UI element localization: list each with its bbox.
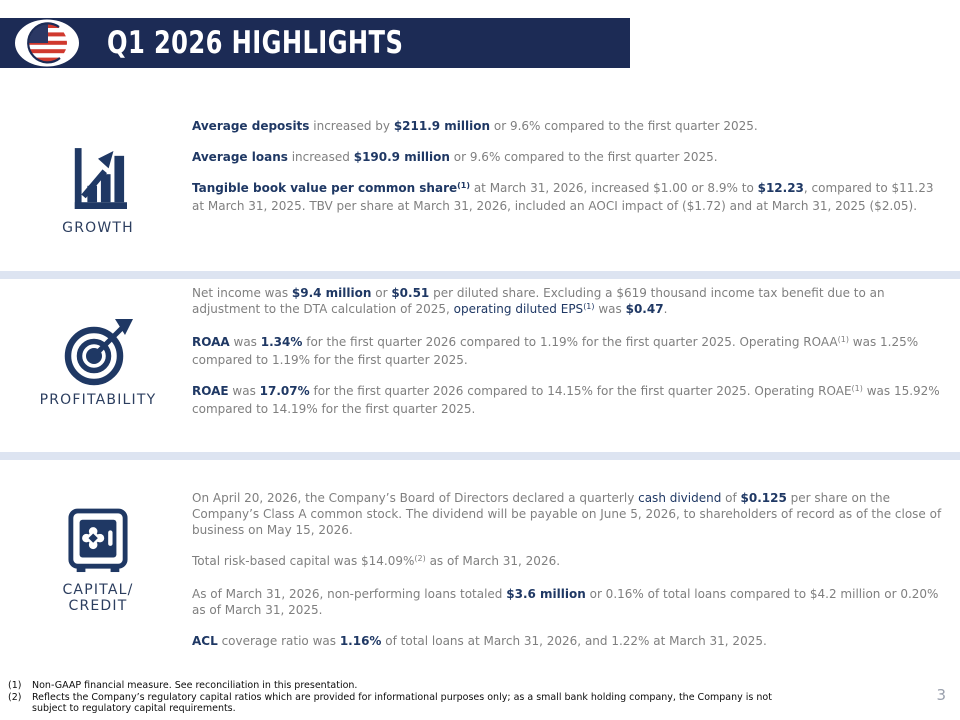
bullet-text: ACL coverage ratio was 1.16% of total loans at March 31, 2026, and 1.22% at March 31, 2025. [192,634,767,648]
footnote [8,692,808,715]
footnote [8,680,808,692]
section-capital-text [192,490,944,664]
footnote-text: Non-GAAP financial measure. See reconciliation in this presentation. [32,680,358,691]
section-divider [0,271,960,279]
section-divider [0,452,960,460]
bullet-text: Average deposits increased by $211.9 million or 9.6% compared to the first quarter 2025. [192,119,758,133]
bullet-text: Tangible book value per common share$^{(1)}$ at March 31, 2026, increased $1.00 or 8.9% to $12.23, compared to $11.23 at March 31, 2025. TBV per share at March 31, 2026, included an AOCI impact of ($1.72) and at March 31, 2025 ($2.05). [192,181,934,213]
bullet-text: ROAE was 17.07% for the first quarter 2026 compared to 14.15% for the first quarter 2025. Operating ROAE$^{(1)}$ was 15.92% compared to 14.19% for the first quarter 2025. [192,384,940,416]
footnote-text: Reflects the Company’s regulatory capital ratios which are provided for informational purposes only; as a small bank holding company, the Company is not subject to regulatory capital requirements. [32,691,772,714]
section-growth-text [192,118,944,229]
footnotes [8,680,808,715]
bar-chart-rising-arrow-icon [69,146,127,214]
bullet-text: Average loans increased $190.9 million or 9.6% compared to the first quarter 2025. [192,150,718,164]
bullet-text: Total risk-based capital was $14.09%$^{(2)}$ as of March 31, 2026. [192,554,561,568]
safe-vault-icon [67,508,129,576]
section-label-capital-credit: CAPITAL/ CREDIT [62,582,134,614]
footnote-number: (2) [8,691,22,703]
bullet-text: ROAA was 1.34% for the first quarter 2026 compared to 1.19% for the first quarter 2025. Operating ROAA$^{(1)}$ was 1.25% compared to 1.19% for the first quarter 2025. [192,335,919,367]
us-flag-globe-icon [14,19,80,67]
section-profitability-icon-box [20,318,176,408]
section-label-growth: GROWTH [62,220,134,236]
bullet-text: Net income was $9.4 million or $0.51 per diluted share. Excluding a $619 thousand income tax benefit due to an adjustment to the DTA calculation of 2025, operating diluted EPS$^{(1)}$ was $0.47. [192,286,885,316]
section-growth-icon-box [40,146,156,236]
section-profitability-text [192,285,944,432]
bullet-text: As of March 31, 2026, non-performing loans totaled $3.6 million or 0.16% of total loans compared to $4.2 million or 0.20% as of March 31, 2025. [192,587,939,617]
bullet-text: On April 20, 2026, the Company’s Board of Directors declared a quarterly cash dividend of $0.125 per share on the Company’s Class A common stock. The dividend will be payable on June 5, 2026, to shareholders of record as of the close of business on May 15, 2026. [192,491,942,537]
page-number: 3 [936,686,946,704]
company-logo [14,19,80,67]
section-label-profitability: PROFITABILITY [39,392,157,408]
footnote-number: (1) [8,680,22,691]
target-arrow-icon [62,318,134,386]
section-capital-icon-box [40,508,156,614]
slide-title: Q1 2026 HIGHLIGHTS [107,25,404,61]
